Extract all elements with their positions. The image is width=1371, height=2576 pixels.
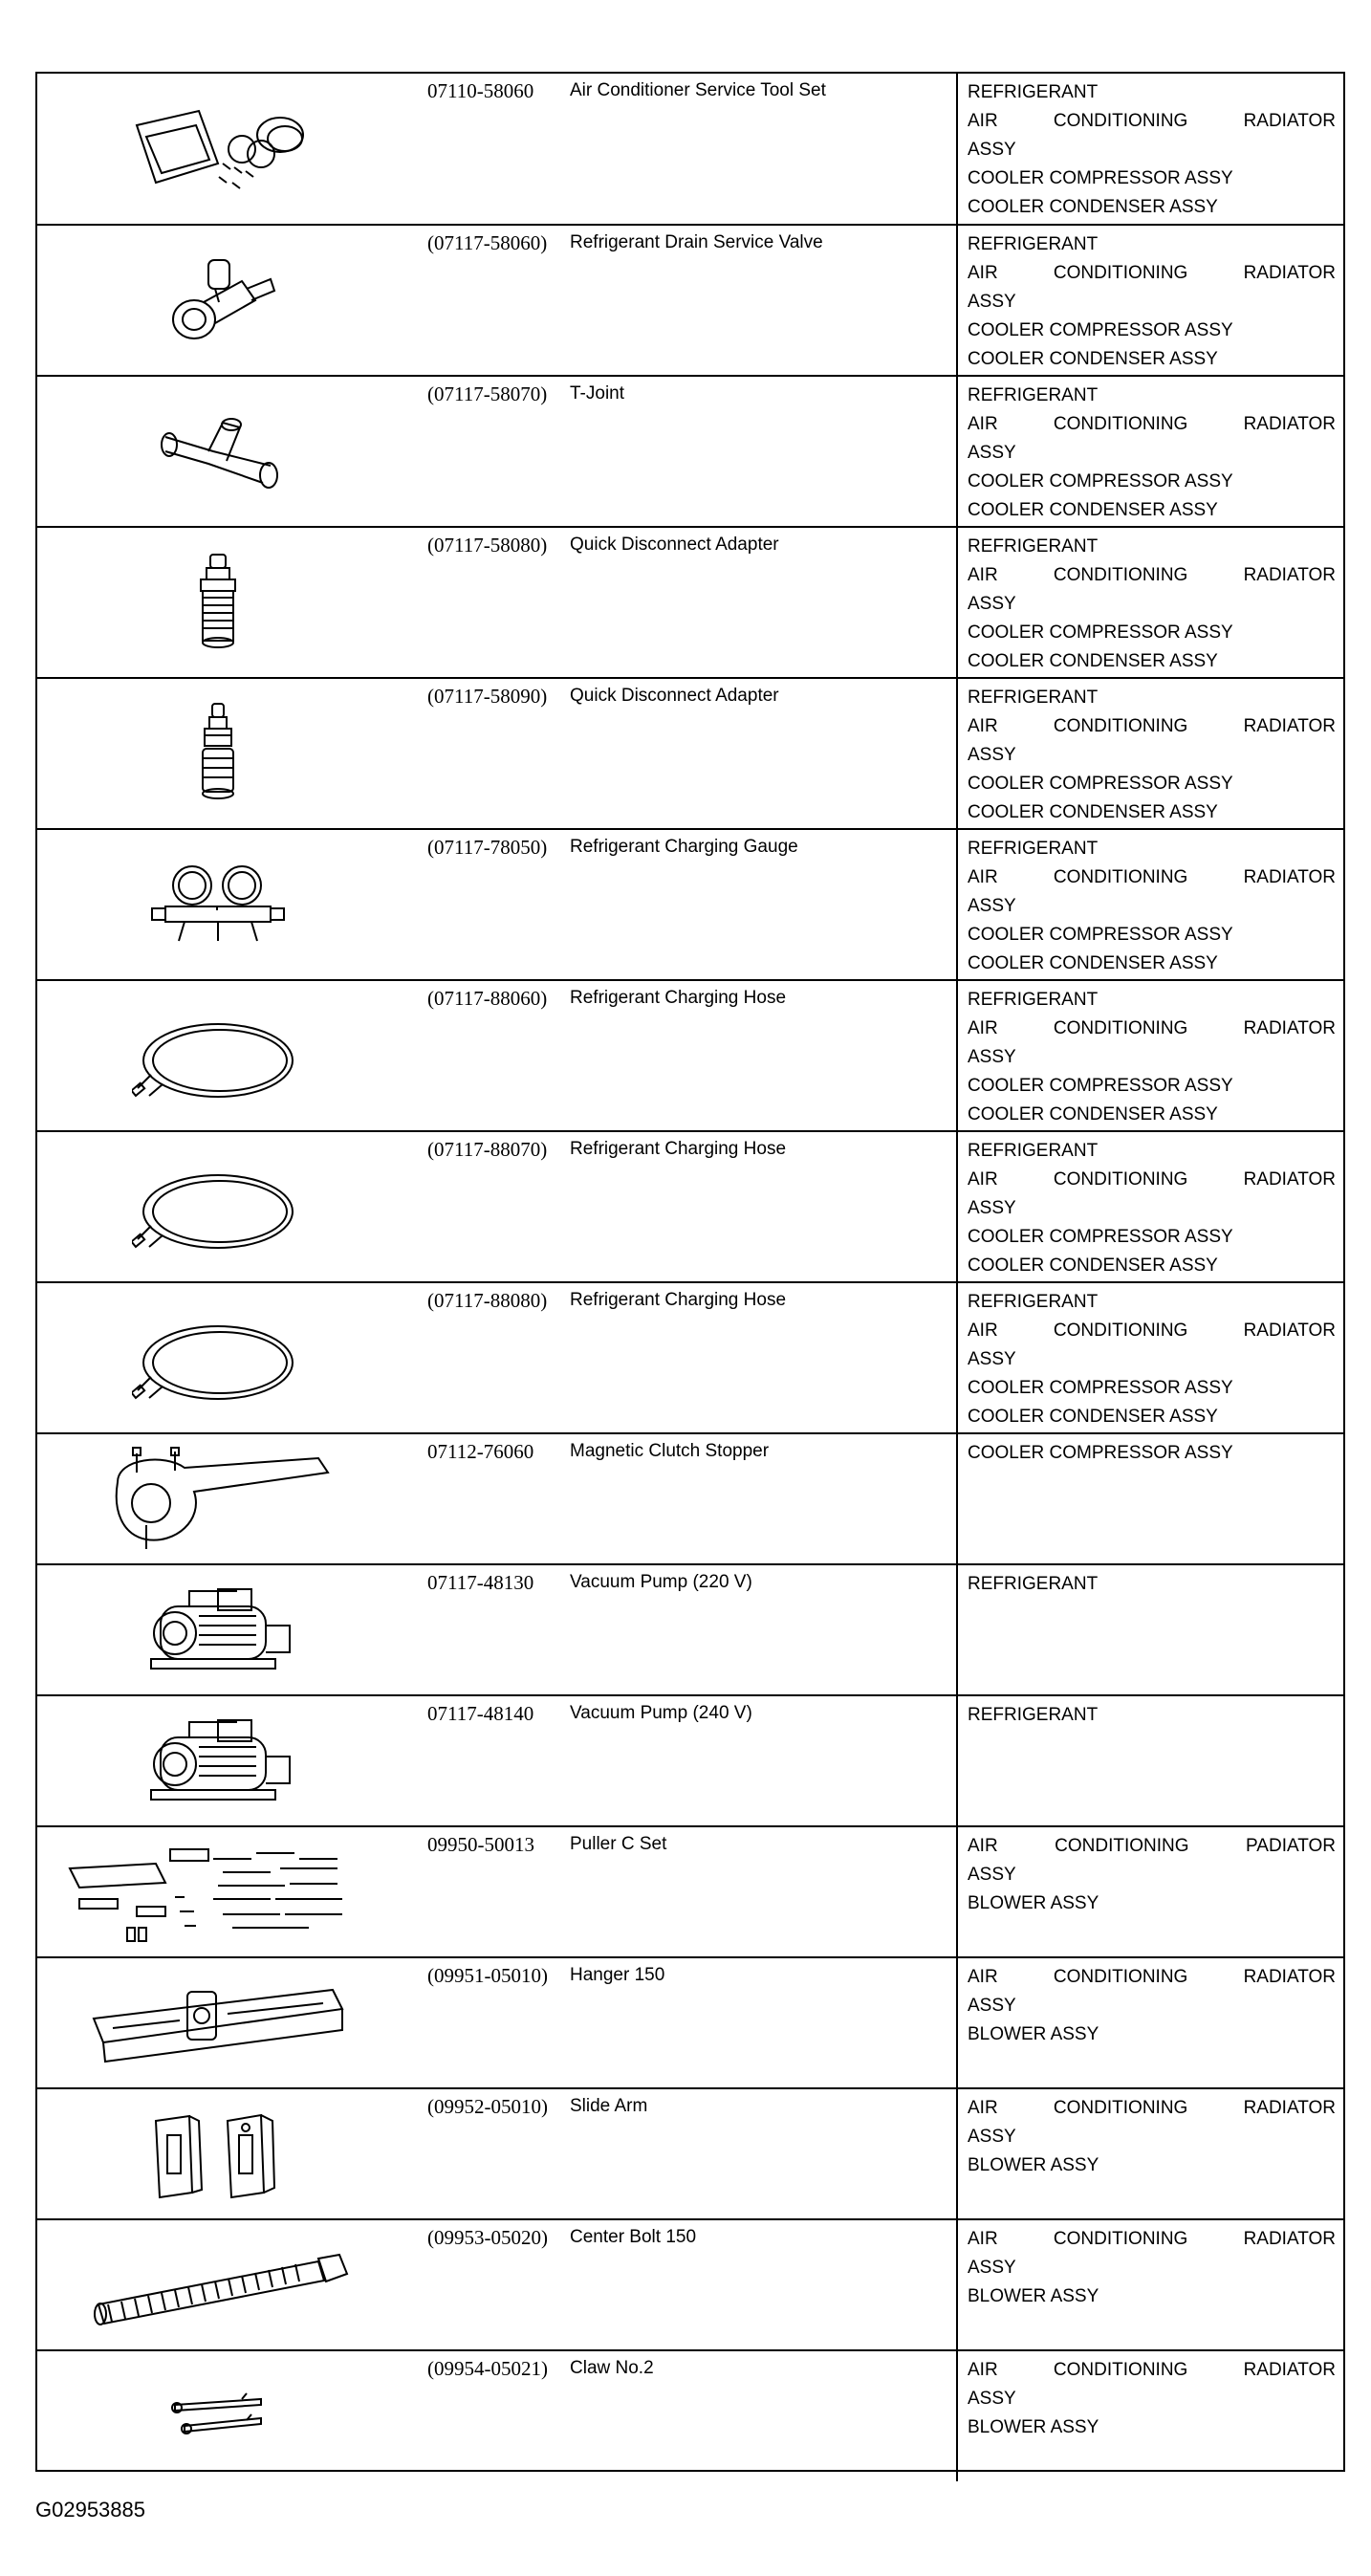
related-item: COOLER CONDENSER ASSY xyxy=(968,349,1218,369)
charging-hose-illustration xyxy=(132,1310,304,1406)
related-item: COOLER CONDENSER ASSY xyxy=(968,500,1218,520)
tool-illustration-cell xyxy=(37,1564,399,1695)
tool-name-cell xyxy=(560,1957,957,2088)
related-item: REFRIGERANT xyxy=(968,82,1099,102)
tool-row xyxy=(37,2219,1343,2350)
tool-illustration-cell xyxy=(37,980,399,1131)
part-number-cell xyxy=(399,1131,560,1282)
tool-name: Quick Disconnect Adapter xyxy=(570,686,779,706)
related-item: COOLER COMPRESSOR ASSY xyxy=(968,471,1233,491)
related-item: REFRIGERANT xyxy=(968,385,1099,405)
related-item: COOLER CONDENSER ASSY xyxy=(968,197,1218,217)
part-number: 07110-58060 xyxy=(427,79,534,102)
tool-row xyxy=(37,1957,1343,2088)
part-number: (09953-05020) xyxy=(427,2226,548,2249)
part-number-cell xyxy=(399,376,560,527)
tool-name: Vacuum Pump (220 V) xyxy=(570,1572,752,1592)
part-number-cell xyxy=(399,1695,560,1826)
tool-name: Refrigerant Charging Hose xyxy=(570,1139,787,1159)
related-item: ASSY xyxy=(968,896,1016,916)
part-number-cell xyxy=(399,1282,560,1433)
tool-name-cell xyxy=(560,1695,957,1826)
related-items-cell xyxy=(957,1282,1343,1433)
tool-name: Refrigerant Charging Hose xyxy=(570,1290,787,1310)
tool-row xyxy=(37,1826,1343,1957)
related-item: REFRIGERANT xyxy=(968,688,1099,708)
part-number-cell xyxy=(399,678,560,829)
related-item: BLOWER ASSY xyxy=(968,2417,1099,2437)
tool-illustration-cell xyxy=(37,1282,399,1433)
part-number: (07117-88080) xyxy=(427,1289,548,1312)
tool-name: Puller C Set xyxy=(570,1834,667,1854)
related-item: REFRIGERANT xyxy=(968,1705,1099,1725)
part-number-cell xyxy=(399,527,560,678)
tool-name-cell xyxy=(560,829,957,980)
part-number: (07117-58060) xyxy=(427,231,548,254)
tool-illustration-cell xyxy=(37,2088,399,2219)
tool-row xyxy=(37,2088,1343,2219)
part-number-cell xyxy=(399,2350,560,2481)
tool-name-cell xyxy=(560,74,957,225)
magnetic-clutch-stopper-illustration xyxy=(98,1444,337,1554)
tool-illustration-cell xyxy=(37,2219,399,2350)
vacuum-pump-illustration xyxy=(132,1578,304,1683)
tool-name: Slide Arm xyxy=(570,2096,648,2116)
related-item: COOLER COMPRESSOR ASSY xyxy=(968,1378,1233,1398)
related-item: REFRIGERANT xyxy=(968,1141,1099,1161)
related-items-cell xyxy=(957,1564,1343,1695)
figure-code: G02953885 xyxy=(35,2498,145,2521)
related-item: AIR CONDITIONING RADIATOR xyxy=(968,565,1336,585)
related-item: ASSY xyxy=(968,292,1016,312)
related-items-cell xyxy=(957,1433,1343,1564)
related-item: COOLER CONDENSER ASSY xyxy=(968,651,1218,671)
tool-illustration-cell xyxy=(37,1131,399,1282)
tool-name: T-Joint xyxy=(570,383,625,404)
part-number-cell xyxy=(399,1826,560,1957)
part-number: (09954-05021) xyxy=(427,2357,548,2380)
related-items-cell xyxy=(957,376,1343,527)
related-item: COOLER COMPRESSOR ASSY xyxy=(968,168,1233,188)
related-items-cell xyxy=(957,829,1343,980)
part-number-cell xyxy=(399,2219,560,2350)
tool-name-cell xyxy=(560,1131,957,1282)
tool-name-cell xyxy=(560,1564,957,1695)
tool-row xyxy=(37,1282,1343,1433)
related-item: BLOWER ASSY xyxy=(968,2286,1099,2306)
related-item: AIR CONDITIONING RADIATOR xyxy=(968,111,1336,131)
related-item: COOLER COMPRESSOR ASSY xyxy=(968,1076,1233,1096)
tool-name-cell xyxy=(560,1433,957,1564)
tool-row xyxy=(37,1131,1343,1282)
charging-hose-illustration xyxy=(132,1008,304,1103)
part-number-cell xyxy=(399,74,560,225)
special-tools-table-frame xyxy=(35,72,1345,2472)
tool-name: Quick Disconnect Adapter xyxy=(570,535,779,555)
tool-name-cell xyxy=(560,376,957,527)
related-item: COOLER COMPRESSOR ASSY xyxy=(968,622,1233,643)
related-item: REFRIGERANT xyxy=(968,1292,1099,1312)
related-item: REFRIGERANT xyxy=(968,990,1099,1010)
tool-name: Center Bolt 150 xyxy=(570,2227,697,2247)
related-item: ASSY xyxy=(968,1047,1016,1067)
related-item: ASSY xyxy=(968,1996,1016,2016)
related-items-cell xyxy=(957,678,1343,829)
part-number-cell xyxy=(399,980,560,1131)
related-items-cell xyxy=(957,1957,1343,2088)
related-item: ASSY xyxy=(968,1865,1016,1885)
related-item: ASSY xyxy=(968,2389,1016,2409)
related-item: AIR CONDITIONING RADIATOR xyxy=(968,1321,1336,1341)
related-item: AIR CONDITIONING RADIATOR xyxy=(968,414,1336,434)
charging-hose-illustration xyxy=(132,1159,304,1255)
part-number: (09951-05010) xyxy=(427,1964,548,1987)
part-number-cell xyxy=(399,829,560,980)
related-items-cell xyxy=(957,1826,1343,1957)
tool-name: Vacuum Pump (240 V) xyxy=(570,1703,752,1723)
related-item: COOLER COMPRESSOR ASSY xyxy=(968,1227,1233,1247)
tool-row xyxy=(37,980,1343,1131)
related-items-cell xyxy=(957,2350,1343,2481)
related-item: AIR CONDITIONING RADIATOR xyxy=(968,1018,1336,1038)
related-item: AIR CONDITIONING RADIATOR xyxy=(968,2098,1336,2118)
tool-illustration-cell xyxy=(37,678,399,829)
related-item: AIR CONDITIONING RADIATOR xyxy=(968,263,1336,283)
related-item: BLOWER ASSY xyxy=(968,2024,1099,2044)
related-item: COOLER CONDENSER ASSY xyxy=(968,802,1218,822)
related-items-cell xyxy=(957,1131,1343,1282)
tool-illustration-cell xyxy=(37,1433,399,1564)
related-item: AIR CONDITIONING RADIATOR xyxy=(968,2229,1336,2249)
related-item: REFRIGERANT xyxy=(968,234,1099,254)
related-item: AIR CONDITIONING RADIATOR xyxy=(968,2360,1336,2380)
related-item: AIR CONDITIONING RADIATOR xyxy=(968,716,1336,736)
tool-name-cell xyxy=(560,527,957,678)
related-item: COOLER COMPRESSOR ASSY xyxy=(968,774,1233,794)
related-items-cell xyxy=(957,2219,1343,2350)
related-item: AIR CONDITIONING RADIATOR xyxy=(968,1169,1336,1190)
tool-name-cell xyxy=(560,1282,957,1433)
part-number: 07112-76060 xyxy=(427,1440,534,1463)
tool-illustration-cell xyxy=(37,829,399,980)
tool-row xyxy=(37,2350,1343,2481)
tool-row xyxy=(37,678,1343,829)
related-item: ASSY xyxy=(968,2127,1016,2147)
related-item: COOLER COMPRESSOR ASSY xyxy=(968,925,1233,945)
tool-name-cell xyxy=(560,2219,957,2350)
part-number: 07117-48130 xyxy=(427,1571,534,1594)
part-number: (07117-88070) xyxy=(427,1138,548,1161)
related-item: REFRIGERANT xyxy=(968,536,1099,557)
related-item: REFRIGERANT xyxy=(968,1574,1099,1594)
tool-illustration-cell xyxy=(37,527,399,678)
part-number: (09952-05010) xyxy=(427,2095,548,2118)
quick-disconnect-adapter-illustration xyxy=(189,550,247,655)
tool-illustration-cell xyxy=(37,74,399,225)
part-number: (07117-78050) xyxy=(427,836,548,859)
tool-name: Claw No.2 xyxy=(570,2358,654,2378)
tool-illustration-cell xyxy=(37,225,399,376)
related-item: ASSY xyxy=(968,745,1016,765)
vacuum-pump-illustration xyxy=(132,1709,304,1814)
claw-no2-illustration xyxy=(165,2388,271,2445)
related-item: COOLER CONDENSER ASSY xyxy=(968,953,1218,973)
drain-service-valve-illustration xyxy=(156,252,280,348)
related-item: ASSY xyxy=(968,1198,1016,1218)
tool-illustration-cell xyxy=(37,376,399,527)
related-item: COOLER CONDENSER ASSY xyxy=(968,1407,1218,1427)
tool-name: Hanger 150 xyxy=(570,1965,665,1985)
related-items-cell xyxy=(957,2088,1343,2219)
tool-name-cell xyxy=(560,2088,957,2219)
tool-name-cell xyxy=(560,980,957,1131)
related-item: COOLER CONDENSER ASSY xyxy=(968,1104,1218,1124)
part-number: (07117-58080) xyxy=(427,534,548,557)
tool-row xyxy=(37,829,1343,980)
tool-row xyxy=(37,225,1343,376)
tool-name: Air Conditioner Service Tool Set xyxy=(570,80,826,100)
tool-name-cell xyxy=(560,2350,957,2481)
related-item: BLOWER ASSY xyxy=(968,1893,1099,1913)
hanger-150-illustration xyxy=(84,1971,352,2076)
tool-illustration-cell xyxy=(37,1695,399,1826)
part-number-cell xyxy=(399,225,560,376)
related-item: ASSY xyxy=(968,594,1016,614)
tool-illustration-cell xyxy=(37,1826,399,1957)
related-item: ASSY xyxy=(968,2258,1016,2278)
part-number: 09950-50013 xyxy=(427,1833,534,1856)
special-tools-table xyxy=(37,74,1343,2481)
tool-name: Refrigerant Charging Gauge xyxy=(570,837,798,857)
part-number: (07117-88060) xyxy=(427,987,548,1010)
related-item: AIR CONDITIONING PADIATOR xyxy=(968,1836,1336,1856)
tool-row xyxy=(37,1564,1343,1695)
tool-name-cell xyxy=(560,225,957,376)
related-item: REFRIGERANT xyxy=(968,839,1099,859)
tool-name: Refrigerant Drain Service Valve xyxy=(570,232,823,252)
tool-name: Magnetic Clutch Stopper xyxy=(570,1441,770,1461)
part-number-cell xyxy=(399,1957,560,2088)
related-items-cell xyxy=(957,74,1343,225)
t-joint-illustration xyxy=(156,408,280,494)
puller-c-set-illustration xyxy=(60,1840,376,1945)
related-item: COOLER COMPRESSOR ASSY xyxy=(968,320,1233,340)
tool-row xyxy=(37,74,1343,225)
related-items-cell xyxy=(957,527,1343,678)
slide-arm-illustration xyxy=(146,2102,290,2207)
part-number-cell xyxy=(399,2088,560,2219)
tool-set-case-illustration xyxy=(127,97,309,202)
related-item: ASSY xyxy=(968,443,1016,463)
tool-row xyxy=(37,1695,1343,1826)
related-item: COOLER COMPRESSOR ASSY xyxy=(968,1443,1233,1463)
part-number: (07117-58070) xyxy=(427,382,548,405)
related-item: COOLER CONDENSER ASSY xyxy=(968,1255,1218,1276)
charging-gauge-manifold-illustration xyxy=(146,857,290,952)
related-item: BLOWER ASSY xyxy=(968,2155,1099,2175)
related-items-cell xyxy=(957,225,1343,376)
related-items-cell xyxy=(957,1695,1343,1826)
part-number-cell xyxy=(399,1433,560,1564)
center-bolt-150-illustration xyxy=(79,2238,357,2333)
part-number: 07117-48140 xyxy=(427,1702,534,1725)
part-number-cell xyxy=(399,1564,560,1695)
tool-illustration-cell xyxy=(37,1957,399,2088)
tool-row xyxy=(37,527,1343,678)
tool-name-cell xyxy=(560,678,957,829)
related-item: AIR CONDITIONING RADIATOR xyxy=(968,1967,1336,1987)
related-item: ASSY xyxy=(968,1349,1016,1369)
tool-row xyxy=(37,376,1343,527)
tool-name-cell xyxy=(560,1826,957,1957)
related-item: ASSY xyxy=(968,140,1016,160)
tool-row xyxy=(37,1433,1343,1564)
tool-name: Refrigerant Charging Hose xyxy=(570,988,787,1008)
quick-disconnect-adapter-illustration xyxy=(189,701,247,806)
related-items-cell xyxy=(957,980,1343,1131)
tool-illustration-cell xyxy=(37,2350,399,2481)
related-item: AIR CONDITIONING RADIATOR xyxy=(968,867,1336,887)
part-number: (07117-58090) xyxy=(427,685,548,708)
